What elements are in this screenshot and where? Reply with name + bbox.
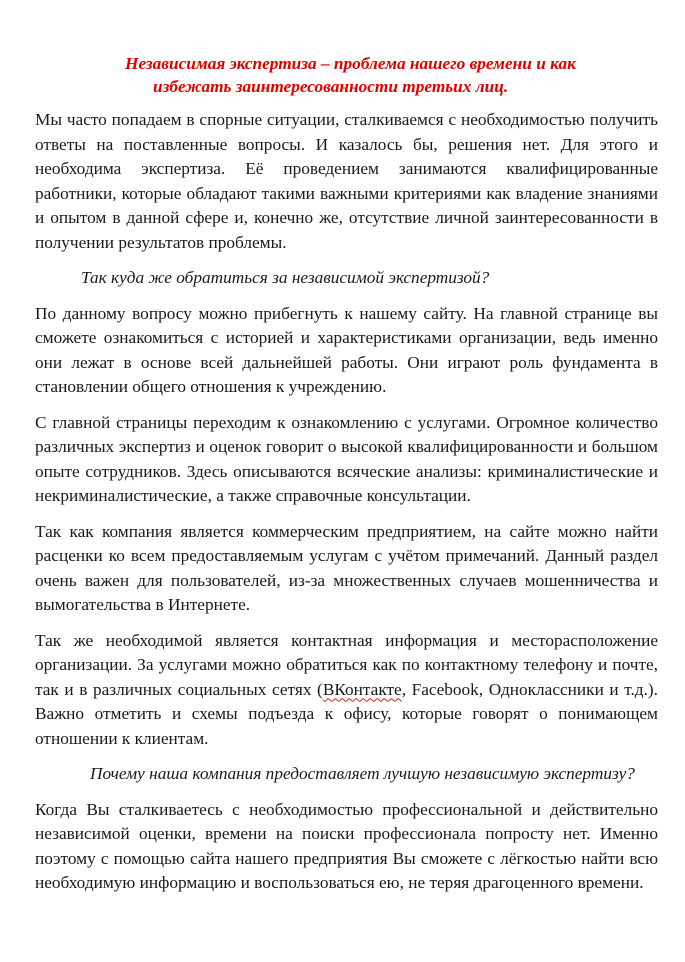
paragraph-prices: Так как компания является коммерческим предприятием, на сайте можно найти расценки ко всем предоставляемым услугам с учётом примечаний. Данный раздел очень важен для пользователей, из-за множественных случаев мошенничества и вымогательства в Интернете. (35, 521, 658, 614)
document-title (35, 52, 658, 98)
vk-word: ВКонтакте (322, 679, 402, 699)
paragraph-services: С главной страницы переходим к ознакомлению с услугами. Огромное количество различных экспертиз и оценок говорит о высокой квалифицированности и большом опыте сотрудников. Здесь описываются всяческие анализы: криминалистические и некриминалистические, а также справочные консультации. (35, 412, 658, 505)
document-page (35, 52, 658, 907)
contacts-text-part2: , Facebook, Одноклассники и т.д.). Важно отметить и схемы подъезда к офису, которые говорят о понимающем отношении к клиентам. (35, 679, 658, 748)
question-heading-1: Так куда же обратиться за независимой экспертизой? (81, 268, 490, 287)
paragraph-contacts (35, 629, 658, 752)
contacts-text-part1: Так же необходимой является контактная информация и месторасположение организации. За услугами можно обратиться как по контактному телефону и почте, так и в различных социальных сетях ( (35, 630, 658, 699)
paragraph-main-page: По данному вопросу можно прибегнуть к нашему сайту. На главной странице вы сможете ознакомиться с историей и характеристиками организации, ведь именно они лежат в основе всей дальнейшей работы. Они играют роль фундамента в становлении общего отношения к учреждению. (35, 303, 658, 396)
title-line-2: избежать заинтересованности третьих лиц. (153, 77, 509, 96)
paragraph-intro: Мы часто попадаем в спорные ситуации, сталкиваемся с необходимостью получить ответы на поставленные вопросы. И казалось бы, решения нет. Для этого и необходима экспертиза. Её проведением занимаются квалифицированные работники, которые обладают такими важными критериями как владение знаниями и опытом в данной сфере и, конечно же, отсутствие личной заинтересованности в получении результатов проблемы. (35, 110, 658, 252)
title-line-1: Независимая экспертиза – проблема нашего времени и как (125, 54, 576, 73)
paragraph-conclusion: Когда Вы сталкиваетесь с необходимостью профессиональной и действительно независимой оценки, времени на поиски профессионала попросту нет. Именно поэтому с помощью сайта нашего предприятия Вы сможете с лёгкостью найти всю необходимую информацию и воспользоваться ею, не теряя драгоценного времени. (35, 799, 658, 892)
question-heading-2: Почему наша компания предоставляет лучшую независимую экспертизу? (90, 764, 635, 783)
